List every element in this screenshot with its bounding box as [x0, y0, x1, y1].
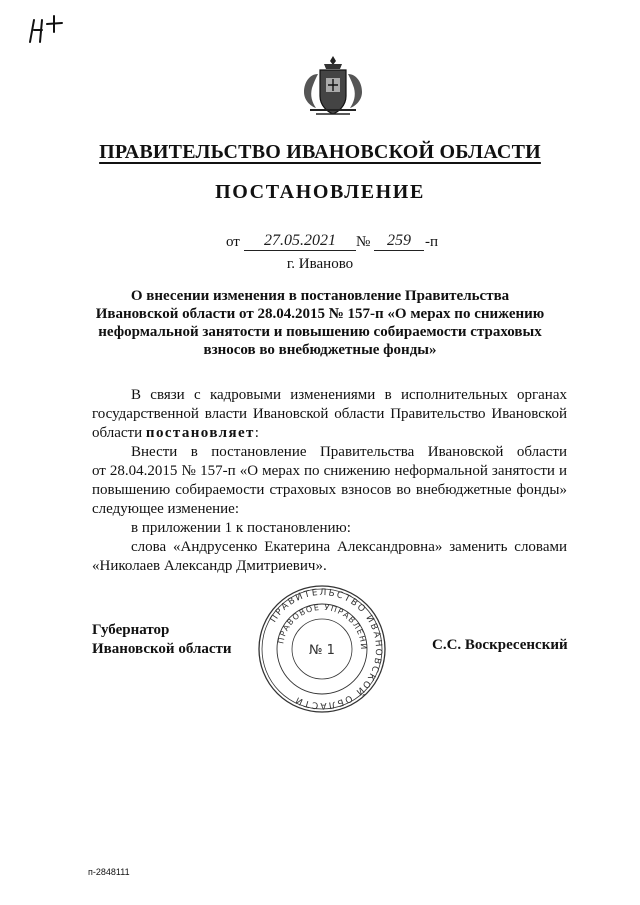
date-number-line	[0, 233, 640, 253]
signatory-title-line: Губернатор	[92, 622, 170, 638]
body-line: от 28.04.2015 № 157-п «О мерах по снижению неформальной занятости и	[92, 463, 567, 479]
signatory-title-line: Ивановской области	[92, 641, 232, 657]
body-line: слова «Андрусенко Екатерина Александровна» заменить словами	[131, 539, 567, 555]
handwritten-note	[24, 8, 84, 48]
body-line: следующее изменение:	[92, 501, 240, 517]
signatory-name: С.С. Воскресенский	[432, 637, 568, 653]
body-line: в приложении 1 к постановлению:	[131, 520, 351, 536]
body-line: государственной власти Ивановской области Правительство Ивановской	[92, 406, 567, 422]
city-label: г. Иваново	[286, 256, 354, 272]
body-text: :	[254, 425, 259, 441]
signatory-title	[92, 621, 232, 659]
body-line: В связи с кадровыми изменениями в исполнительных органах	[131, 387, 567, 403]
document-number: 259	[374, 232, 424, 251]
subject-line: неформальной занятости и повышению собираемости страховых	[98, 324, 542, 340]
document-date: 27.05.2021	[244, 232, 356, 251]
subject-line: взносов во внебюджетные фонды»	[203, 342, 437, 358]
document-type-title: ПОСТАНОВЛЕНИЕ	[215, 181, 425, 203]
stamp-inner-text: ПРАВОВОЕ УПРАВЛЕНИ	[276, 602, 369, 651]
date-from-label: от	[226, 234, 240, 250]
coat-of-arms-emblem	[296, 52, 370, 118]
official-stamp	[256, 583, 388, 715]
body-line-resolves	[92, 424, 259, 443]
document-code: п-2848111	[88, 867, 130, 877]
resolves-word: постановляет	[145, 425, 255, 441]
body-line: «Николаев Александр Дмитриевич».	[92, 558, 327, 574]
body-line: повышению собираемости страховых взносов во внебюджетные фонды»	[92, 482, 567, 498]
number-label: №	[356, 234, 371, 250]
document-subject	[90, 287, 550, 359]
government-title: ПРАВИТЕЛЬСТВО ИВАНОВСКОЙ ОБЛАСТИ	[99, 141, 541, 163]
stamp-ring-text: ПРАВИТЕЛЬСТВО ИВАНОВСКОЙ ОБЛАСТИ	[268, 587, 384, 711]
number-suffix: -п	[425, 234, 439, 250]
subject-line: Ивановской области от 28.04.2015 № 157-п «О мерах по снижению	[95, 306, 545, 322]
body-text: области	[92, 425, 143, 441]
subject-line: О внесении изменения в постановление Правительства	[130, 288, 510, 304]
body-line: Внести в постановление Правительства Ивановской области	[131, 444, 567, 460]
stamp-center-number: № 1	[309, 643, 335, 658]
